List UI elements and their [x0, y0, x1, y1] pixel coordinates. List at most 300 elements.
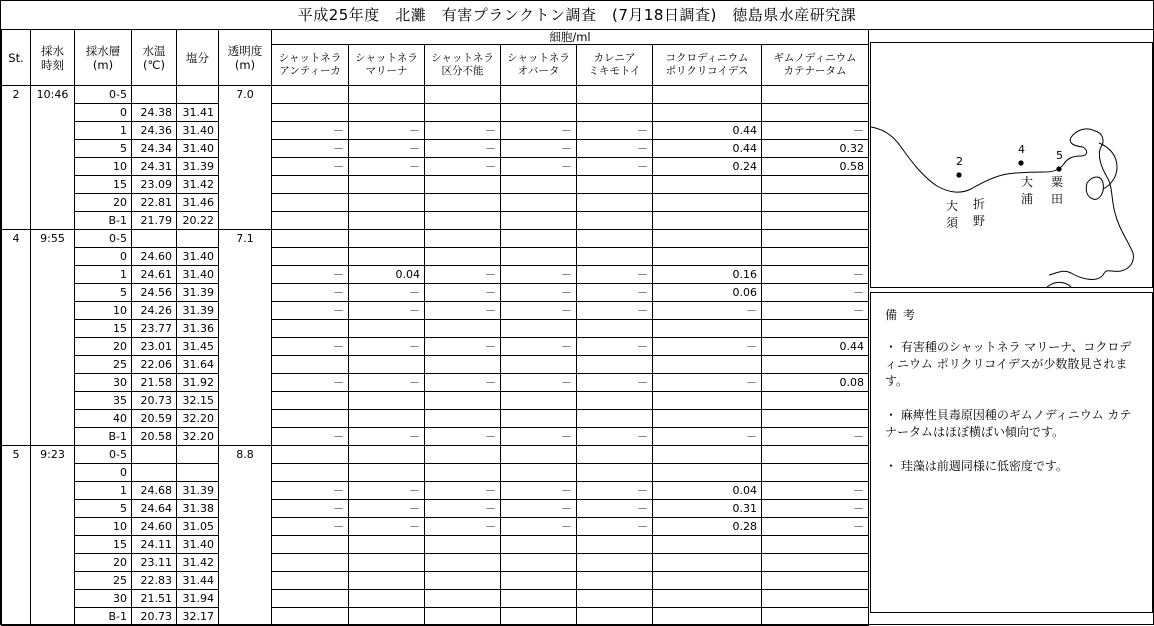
count-cell: －	[501, 284, 577, 302]
temp-cell: 20.59	[132, 410, 177, 428]
table-row	[2, 410, 869, 428]
count-cell: －	[272, 284, 349, 302]
count-cell	[501, 194, 577, 212]
count-cell	[501, 248, 577, 266]
count-cell	[349, 464, 425, 482]
count-cell	[425, 194, 501, 212]
count-cell	[349, 446, 425, 464]
count-cell: －	[762, 482, 869, 500]
count-cell	[577, 464, 653, 482]
salinity-cell: 31.40	[177, 140, 219, 158]
count-cell	[577, 608, 653, 626]
count-cell	[349, 590, 425, 608]
layer-cell: 0	[75, 104, 132, 122]
salinity-cell: 31.40	[177, 536, 219, 554]
count-cell: －	[501, 122, 577, 140]
plankton-table	[1, 29, 869, 626]
count-cell: －	[272, 338, 349, 356]
temp-cell	[132, 446, 177, 464]
count-cell: －	[653, 302, 762, 320]
table-row	[2, 554, 869, 572]
salinity-cell: 31.36	[177, 320, 219, 338]
salinity-cell: 31.41	[177, 104, 219, 122]
table-row	[2, 446, 869, 464]
station-marker-label: 5	[1056, 149, 1063, 162]
count-cell	[762, 104, 869, 122]
salinity-cell: 31.39	[177, 284, 219, 302]
header-time: 採水 時刻	[31, 30, 75, 86]
count-cell: 0.06	[653, 284, 762, 302]
salinity-cell	[177, 446, 219, 464]
count-cell: －	[272, 500, 349, 518]
salinity-cell: 31.45	[177, 338, 219, 356]
count-cell: 0.32	[762, 140, 869, 158]
temp-cell: 22.81	[132, 194, 177, 212]
table-row	[2, 320, 869, 338]
layer-cell: 5	[75, 500, 132, 518]
temp-cell: 23.09	[132, 176, 177, 194]
temp-cell: 24.68	[132, 482, 177, 500]
count-cell	[653, 86, 762, 104]
salinity-cell: 32.20	[177, 428, 219, 446]
time-cell: 9:55	[31, 230, 75, 446]
count-cell: －	[577, 374, 653, 392]
count-cell	[425, 176, 501, 194]
count-cell	[577, 248, 653, 266]
station-cell: 2	[2, 86, 31, 230]
time-cell: 10:46	[31, 86, 75, 230]
coastline	[871, 127, 1133, 279]
salinity-cell: 31.64	[177, 356, 219, 374]
count-cell	[577, 572, 653, 590]
count-cell	[501, 356, 577, 374]
count-cell	[501, 554, 577, 572]
count-cell	[272, 212, 349, 230]
salinity-cell: 31.42	[177, 554, 219, 572]
count-cell	[272, 176, 349, 194]
count-cell	[501, 86, 577, 104]
count-cell	[762, 356, 869, 374]
layer-cell: 35	[75, 392, 132, 410]
table-row	[2, 176, 869, 194]
count-cell	[272, 608, 349, 626]
table-row	[2, 284, 869, 302]
count-cell	[349, 86, 425, 104]
count-cell: －	[577, 122, 653, 140]
salinity-cell	[177, 464, 219, 482]
count-cell: －	[762, 428, 869, 446]
table-row	[2, 104, 869, 122]
table-row	[2, 194, 869, 212]
table-row	[2, 428, 869, 446]
temp-cell: 20.73	[132, 392, 177, 410]
count-cell	[272, 248, 349, 266]
count-cell	[762, 86, 869, 104]
count-cell	[425, 320, 501, 338]
count-cell	[653, 356, 762, 374]
count-cell	[501, 320, 577, 338]
count-cell: －	[272, 266, 349, 284]
count-cell	[577, 410, 653, 428]
count-cell	[653, 572, 762, 590]
count-cell	[425, 230, 501, 248]
layer-cell: 30	[75, 590, 132, 608]
count-cell: －	[501, 428, 577, 446]
layer-cell: 5	[75, 140, 132, 158]
count-cell	[272, 392, 349, 410]
temp-cell: 24.60	[132, 248, 177, 266]
table-row	[2, 302, 869, 320]
layer-cell: 10	[75, 518, 132, 536]
count-cell: －	[762, 302, 869, 320]
count-cell: －	[272, 428, 349, 446]
temp-cell: 24.56	[132, 284, 177, 302]
layer-cell: B-1	[75, 608, 132, 626]
count-cell	[349, 554, 425, 572]
temp-cell: 24.26	[132, 302, 177, 320]
temp-cell: 21.51	[132, 590, 177, 608]
count-cell	[425, 446, 501, 464]
count-cell	[577, 536, 653, 554]
table-row	[2, 338, 869, 356]
count-cell	[577, 212, 653, 230]
count-cell: －	[425, 500, 501, 518]
count-cell	[425, 86, 501, 104]
count-cell: －	[577, 500, 653, 518]
table-row	[2, 536, 869, 554]
salinity-cell: 31.40	[177, 248, 219, 266]
count-cell	[501, 410, 577, 428]
table-row	[2, 248, 869, 266]
count-cell	[501, 212, 577, 230]
temp-cell: 23.77	[132, 320, 177, 338]
count-cell	[577, 230, 653, 248]
layer-cell: 40	[75, 410, 132, 428]
header-layer: 採水層 (m)	[75, 30, 132, 86]
count-cell: －	[577, 140, 653, 158]
salinity-cell: 31.40	[177, 266, 219, 284]
count-cell	[577, 176, 653, 194]
count-cell: －	[762, 122, 869, 140]
layer-cell: 20	[75, 338, 132, 356]
count-cell	[501, 446, 577, 464]
count-cell	[762, 590, 869, 608]
table-row	[2, 230, 869, 248]
layer-cell: 0-5	[75, 230, 132, 248]
count-cell: －	[762, 500, 869, 518]
count-cell	[762, 464, 869, 482]
count-cell	[762, 194, 869, 212]
salinity-cell: 31.40	[177, 122, 219, 140]
temp-cell: 24.36	[132, 122, 177, 140]
count-cell	[653, 410, 762, 428]
coastline-map	[871, 43, 1152, 287]
table-row	[2, 158, 869, 176]
count-cell: －	[577, 266, 653, 284]
count-cell: －	[577, 428, 653, 446]
count-cell	[272, 590, 349, 608]
count-cell	[425, 392, 501, 410]
count-cell: －	[425, 338, 501, 356]
station-cell: 5	[2, 446, 31, 626]
count-cell: －	[272, 482, 349, 500]
count-cell	[349, 392, 425, 410]
transparency-cell: 7.1	[219, 230, 272, 446]
place-label: 粟	[1051, 175, 1064, 189]
count-cell	[577, 194, 653, 212]
count-cell: －	[349, 500, 425, 518]
count-cell: －	[577, 338, 653, 356]
temp-cell: 22.06	[132, 356, 177, 374]
count-cell	[653, 608, 762, 626]
count-cell	[272, 356, 349, 374]
table-row	[2, 266, 869, 284]
count-cell	[577, 86, 653, 104]
temp-cell: 21.79	[132, 212, 177, 230]
count-cell	[425, 554, 501, 572]
table-row	[2, 500, 869, 518]
count-cell	[577, 446, 653, 464]
header-temp: 水温 (℃)	[132, 30, 177, 86]
table-row	[2, 122, 869, 140]
count-cell: －	[577, 518, 653, 536]
salinity-cell: 31.38	[177, 500, 219, 518]
layer-cell: 0-5	[75, 86, 132, 104]
count-cell: －	[501, 158, 577, 176]
count-cell	[425, 464, 501, 482]
count-cell	[425, 536, 501, 554]
count-cell: －	[425, 374, 501, 392]
count-cell: －	[272, 302, 349, 320]
count-cell: －	[501, 482, 577, 500]
count-cell: －	[577, 482, 653, 500]
island	[1086, 177, 1103, 199]
count-cell	[501, 176, 577, 194]
layer-cell: 20	[75, 554, 132, 572]
table-row	[2, 464, 869, 482]
layer-cell: 15	[75, 320, 132, 338]
station-marker-label: 4	[1018, 143, 1025, 156]
count-cell	[762, 410, 869, 428]
count-cell: －	[349, 284, 425, 302]
layer-cell: B-1	[75, 428, 132, 446]
count-cell: －	[501, 140, 577, 158]
salinity-cell	[177, 230, 219, 248]
count-cell: －	[272, 518, 349, 536]
count-cell	[653, 464, 762, 482]
salinity-cell	[177, 86, 219, 104]
header-species: シャットネラ マリーナ	[349, 45, 425, 86]
transparency-cell: 8.8	[219, 446, 272, 626]
count-cell	[577, 590, 653, 608]
count-cell	[501, 608, 577, 626]
count-cell: －	[349, 140, 425, 158]
count-cell	[653, 554, 762, 572]
count-cell	[425, 248, 501, 266]
place-label: 須	[946, 216, 959, 230]
count-cell	[425, 356, 501, 374]
temp-cell: 24.64	[132, 500, 177, 518]
count-cell	[653, 230, 762, 248]
count-cell	[501, 590, 577, 608]
count-cell	[653, 104, 762, 122]
salinity-cell: 32.20	[177, 410, 219, 428]
salinity-cell: 31.92	[177, 374, 219, 392]
table-row	[2, 608, 869, 626]
count-cell: －	[425, 122, 501, 140]
salinity-cell: 31.39	[177, 158, 219, 176]
count-cell	[349, 410, 425, 428]
count-cell: －	[577, 284, 653, 302]
count-cell: －	[577, 158, 653, 176]
count-cell: 0.44	[653, 122, 762, 140]
count-cell	[653, 320, 762, 338]
place-label: 田	[1051, 192, 1064, 206]
count-cell	[653, 194, 762, 212]
temp-cell	[132, 464, 177, 482]
salinity-cell: 32.15	[177, 392, 219, 410]
temp-cell: 21.58	[132, 374, 177, 392]
layer-cell: 10	[75, 158, 132, 176]
temp-cell: 24.34	[132, 140, 177, 158]
count-cell	[653, 536, 762, 554]
count-cell: －	[425, 518, 501, 536]
count-cell: 0.16	[653, 266, 762, 284]
count-cell	[272, 446, 349, 464]
count-cell: 0.44	[653, 140, 762, 158]
table-row	[2, 212, 869, 230]
count-cell: －	[272, 122, 349, 140]
temp-cell: 20.73	[132, 608, 177, 626]
count-cell	[425, 590, 501, 608]
salinity-cell: 31.46	[177, 194, 219, 212]
count-cell	[349, 320, 425, 338]
temp-cell: 20.58	[132, 428, 177, 446]
count-cell: 0.24	[653, 158, 762, 176]
temp-cell: 23.11	[132, 554, 177, 572]
layer-cell: 0	[75, 464, 132, 482]
remark-note: ・ 珪藻は前週同様に低密度です。	[885, 459, 1068, 473]
salinity-cell: 31.44	[177, 572, 219, 590]
temp-cell: 24.31	[132, 158, 177, 176]
count-cell	[349, 572, 425, 590]
station-marker	[956, 172, 961, 177]
table-row	[2, 374, 869, 392]
place-label: 浦	[1021, 192, 1034, 206]
count-cell	[653, 212, 762, 230]
count-cell	[272, 464, 349, 482]
header-salinity: 塩分	[177, 30, 219, 86]
count-cell	[349, 212, 425, 230]
count-cell: －	[349, 158, 425, 176]
count-cell	[762, 392, 869, 410]
count-cell: －	[501, 518, 577, 536]
count-cell: －	[501, 302, 577, 320]
station-marker-label: 2	[956, 155, 963, 168]
header-species: ギムノディニウム カテナータム	[762, 45, 869, 86]
count-cell: －	[425, 302, 501, 320]
layer-cell: 10	[75, 302, 132, 320]
count-cell	[762, 320, 869, 338]
remark-note: ・ 麻痺性貝毒原因種のギムノディニウム カテナータムはほぼ横ばい傾向です。	[885, 408, 1132, 439]
count-cell	[425, 410, 501, 428]
count-cell: －	[653, 428, 762, 446]
count-cell	[762, 554, 869, 572]
count-cell	[349, 230, 425, 248]
count-cell: 0.58	[762, 158, 869, 176]
count-cell: －	[349, 482, 425, 500]
coastline-south	[1047, 282, 1071, 287]
salinity-cell: 20.22	[177, 212, 219, 230]
count-cell	[501, 464, 577, 482]
salinity-cell: 31.39	[177, 482, 219, 500]
count-cell	[425, 608, 501, 626]
layer-cell: B-1	[75, 212, 132, 230]
count-cell: 0.28	[653, 518, 762, 536]
count-cell: －	[425, 284, 501, 302]
station-marker	[1018, 160, 1023, 165]
count-cell	[349, 356, 425, 374]
layer-cell: 30	[75, 374, 132, 392]
count-cell	[762, 212, 869, 230]
layer-cell: 1	[75, 266, 132, 284]
table-row	[2, 518, 869, 536]
count-cell: －	[272, 158, 349, 176]
count-cell	[653, 176, 762, 194]
count-cell	[272, 104, 349, 122]
count-cell	[762, 446, 869, 464]
count-cell	[349, 536, 425, 554]
header-species: コクロディニウム ポリクリコイデス	[653, 45, 762, 86]
transparency-cell: 7.0	[219, 86, 272, 230]
count-cell: －	[425, 266, 501, 284]
count-cell: －	[349, 338, 425, 356]
count-cell: －	[349, 518, 425, 536]
count-cell	[577, 104, 653, 122]
count-cell	[272, 554, 349, 572]
salinity-cell: 31.39	[177, 302, 219, 320]
count-cell: －	[349, 374, 425, 392]
salinity-cell: 32.17	[177, 608, 219, 626]
place-label: 大	[1021, 175, 1034, 189]
table-row	[2, 356, 869, 374]
temp-cell: 22.83	[132, 572, 177, 590]
count-cell: －	[425, 158, 501, 176]
layer-cell: 1	[75, 122, 132, 140]
count-cell: －	[577, 302, 653, 320]
count-cell: －	[762, 518, 869, 536]
count-cell	[501, 230, 577, 248]
table-row	[2, 590, 869, 608]
count-cell: －	[501, 338, 577, 356]
count-cell	[425, 104, 501, 122]
temp-cell	[132, 86, 177, 104]
temp-cell: 24.60	[132, 518, 177, 536]
count-cell	[501, 392, 577, 410]
remarks-panel	[870, 292, 1153, 613]
count-cell: 0.04	[653, 482, 762, 500]
temp-cell	[132, 230, 177, 248]
count-cell	[272, 86, 349, 104]
place-label: 折	[973, 197, 986, 211]
count-cell: －	[425, 428, 501, 446]
remark-note: ・ 有害種のシャットネラ マリーナ、コクロディニウム ポリクリコイデスが少数散見されます。	[885, 340, 1132, 388]
station-cell: 4	[2, 230, 31, 446]
count-cell	[762, 608, 869, 626]
table-row	[2, 572, 869, 590]
count-cell: －	[349, 122, 425, 140]
layer-cell: 25	[75, 572, 132, 590]
